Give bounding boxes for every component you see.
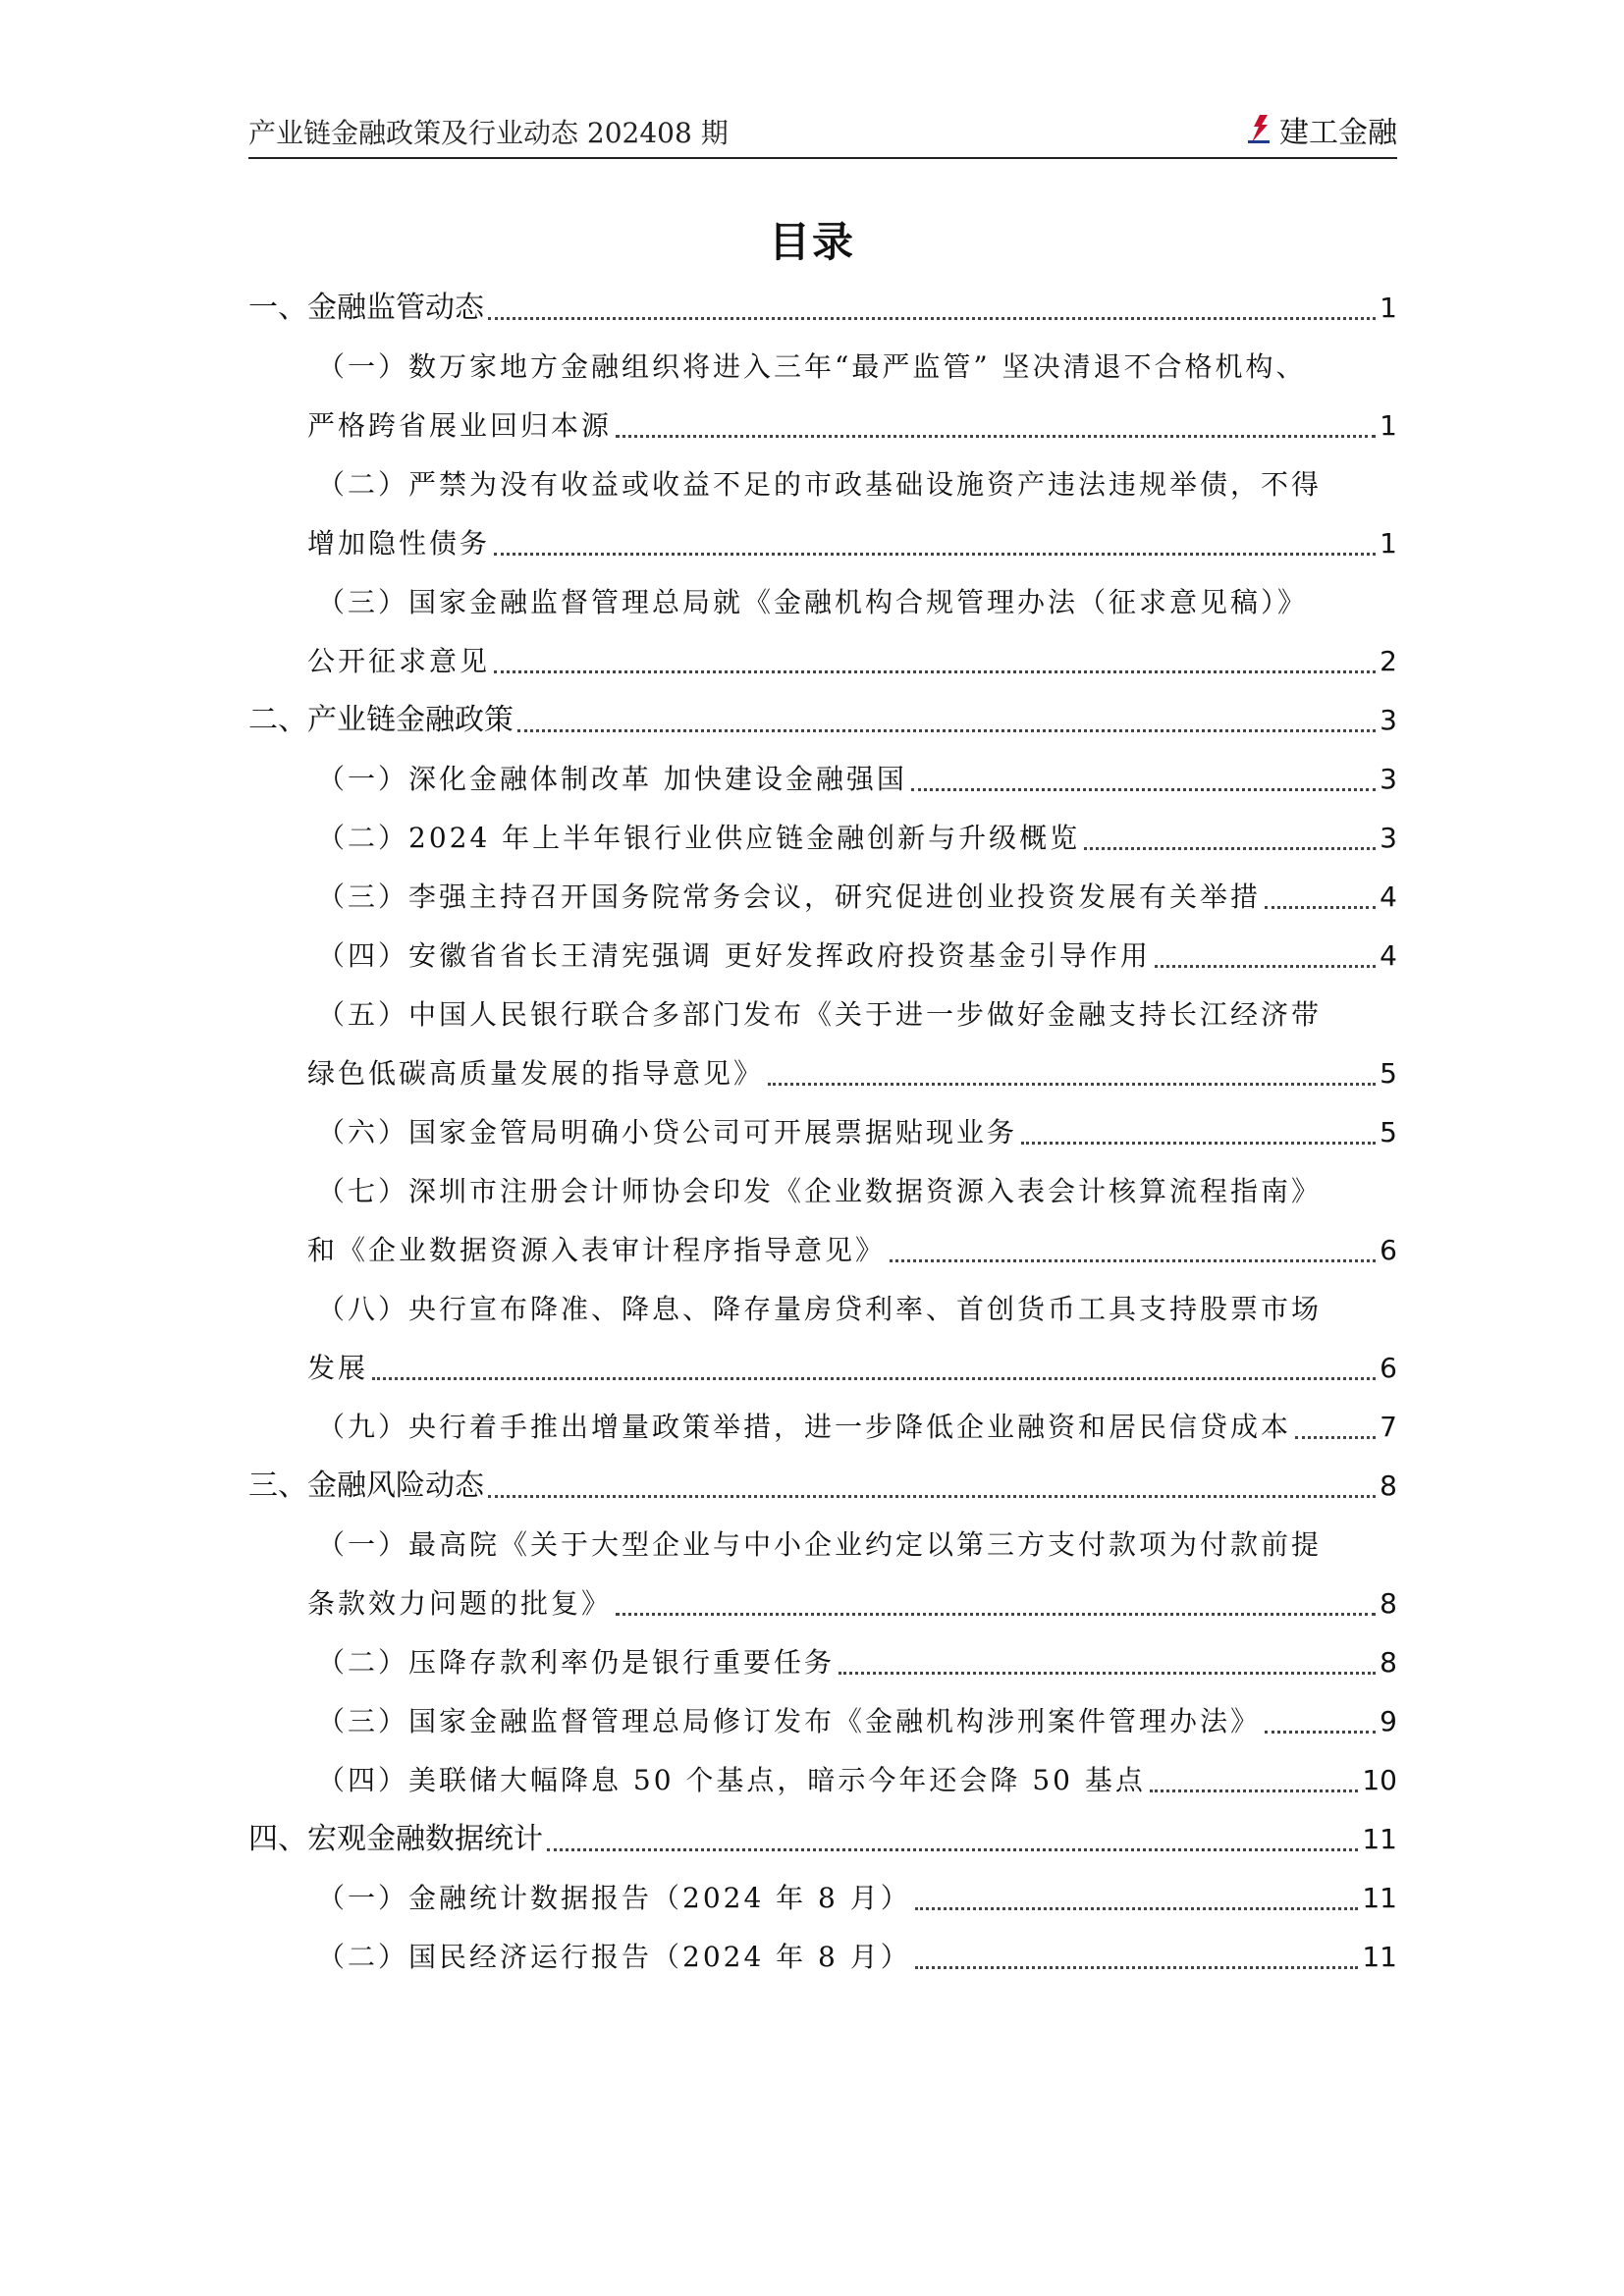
toc-page-number: 8: [1380, 1646, 1397, 1679]
toc-item-2-4[interactable]: [317, 934, 1397, 978]
toc-item-2-7[interactable]: [317, 1170, 1397, 1213]
dot-leader: [494, 670, 1376, 673]
dot-leader: [1295, 1436, 1376, 1439]
toc-item-text: （一）数万家地方金融组织将进入三年“最严监管” 坚决清退不合格机构、: [317, 350, 1307, 383]
toc-page-number: 1: [1380, 527, 1397, 560]
toc-item-text: （九）央行着手推出增量政策举措，进一步降低企业融资和居民信贷成本: [317, 1411, 1292, 1443]
toc-page-number: 6: [1380, 1352, 1397, 1384]
dot-leader: [488, 1495, 1376, 1498]
toc-item-3-2[interactable]: [317, 1641, 1397, 1684]
dot-leader: [890, 1259, 1376, 1262]
toc-page-number: 11: [1362, 1823, 1397, 1855]
toc-item-text: 条款效力问题的批复》: [307, 1587, 613, 1620]
toc-item-text: （二）国民经济运行报告（2024 年 8 月）: [317, 1941, 911, 1973]
dot-leader: [547, 1848, 1358, 1851]
toc-item-1-2-cont[interactable]: [307, 522, 1397, 565]
toc-item-3-1[interactable]: [317, 1523, 1397, 1567]
toc-item-3-3[interactable]: [317, 1700, 1397, 1743]
toc-item-text: （七）深圳市注册会计师协会印发《企业数据资源入表会计核算流程指南》: [317, 1175, 1323, 1207]
toc-item-text: （四）安徽省省长王清宪强调 更好发挥政府投资基金引导作用: [317, 939, 1151, 972]
toc-item-text: 严格跨省展业回归本源: [307, 409, 613, 442]
toc-item-4-1[interactable]: [317, 1877, 1397, 1920]
dot-leader: [911, 788, 1376, 791]
toc-page-number: 9: [1380, 1705, 1397, 1737]
toc-page-number: 2: [1380, 645, 1397, 677]
brand-name: 建工金融: [1279, 116, 1397, 150]
toc-page-number: 6: [1380, 1234, 1397, 1266]
toc-section-3[interactable]: [248, 1465, 1397, 1508]
toc-page-number: 3: [1380, 704, 1397, 736]
dot-leader: [915, 1966, 1359, 1969]
toc-item-1-2[interactable]: [317, 463, 1397, 507]
toc-item-2-2[interactable]: [317, 817, 1397, 860]
toc-item-text: 发展: [307, 1352, 369, 1384]
toc-title: 目录: [768, 218, 855, 266]
brand-logo-icon: [1246, 113, 1275, 146]
toc-section-4[interactable]: [248, 1818, 1397, 1861]
toc-page-number: 4: [1380, 939, 1397, 972]
dot-leader: [494, 553, 1376, 556]
toc-item-text: （二）严禁为没有收益或收益不足的市政基础设施资产违法违规举债，不得: [317, 468, 1323, 501]
dot-leader: [768, 1083, 1376, 1086]
toc-item-2-1[interactable]: [317, 758, 1397, 801]
header-brand: [1246, 108, 1397, 151]
dot-leader: [1265, 906, 1376, 909]
toc-item-text: （一）最高院《关于大型企业与中小企业约定以第三方支付款项为付款前提: [317, 1528, 1323, 1561]
dot-leader: [616, 1613, 1376, 1616]
toc-item-text: （六）国家金管局明确小贷公司可开展票据贴现业务: [317, 1116, 1018, 1148]
toc-item-1-3-cont[interactable]: [307, 640, 1397, 683]
toc-item-text: 增加隐性债务: [307, 527, 491, 560]
header-title: 产业链金融政策及行业动态 202408 期: [248, 117, 729, 149]
toc-section-label: 四、宏观金融数据统计: [248, 1822, 543, 1856]
dot-leader: [1150, 1789, 1358, 1792]
dot-leader: [915, 1907, 1359, 1910]
dot-leader: [616, 435, 1376, 438]
toc-page-number: 1: [1380, 409, 1397, 442]
dot-leader: [372, 1377, 1376, 1380]
toc-item-2-5-cont[interactable]: [307, 1052, 1397, 1095]
toc-section-label: 二、产业链金融政策: [248, 703, 514, 737]
dot-leader: [1084, 847, 1376, 850]
toc-page-number: 5: [1380, 1057, 1397, 1090]
toc-page-number: 3: [1380, 822, 1397, 854]
toc-item-2-9[interactable]: [317, 1406, 1397, 1449]
toc-item-2-7-cont[interactable]: [307, 1229, 1397, 1272]
toc-section-1[interactable]: [248, 287, 1397, 330]
toc-page-number: 1: [1380, 292, 1397, 324]
toc-item-1-1[interactable]: [317, 346, 1397, 389]
toc-item-text: （一）深化金融体制改革 加快建设金融强国: [317, 763, 907, 795]
toc-item-2-5[interactable]: [317, 993, 1397, 1037]
toc-section-2[interactable]: [248, 699, 1397, 742]
toc-item-text: （八）央行宣布降准、降息、降存量房贷利率、首创货币工具支持股票市场: [317, 1293, 1323, 1325]
toc-item-text: 和《企业数据资源入表审计程序指导意见》: [307, 1234, 887, 1266]
toc-item-text: （三）李强主持召开国务院常务会议，研究促进创业投资发展有关举措: [317, 881, 1262, 913]
toc-section-label: 一、金融监管动态: [248, 291, 484, 325]
toc-item-text: （三）国家金融监督管理总局修订发布《金融机构涉刑案件管理办法》: [317, 1705, 1262, 1737]
toc-item-3-1-cont[interactable]: [307, 1582, 1397, 1626]
toc-item-3-4[interactable]: [317, 1759, 1397, 1802]
toc-page-number: 10: [1362, 1764, 1397, 1796]
toc-item-text: （二）压降存款利率仍是银行重要任务: [317, 1646, 836, 1679]
toc-item-4-2[interactable]: [317, 1936, 1397, 1979]
dot-leader: [488, 317, 1376, 320]
toc-item-2-8-cont[interactable]: [307, 1347, 1397, 1390]
toc-item-text: （四）美联储大幅降息 50 个基点，暗示今年还会降 50 基点: [317, 1764, 1146, 1796]
toc-page-number: 8: [1380, 1469, 1397, 1502]
toc-page-number: 7: [1380, 1411, 1397, 1443]
toc-item-text: 公开征求意见: [307, 645, 491, 677]
toc-item-2-8[interactable]: [317, 1288, 1397, 1331]
dot-leader: [1155, 965, 1376, 968]
toc-item-2-3[interactable]: [317, 876, 1397, 919]
dot-leader: [517, 729, 1376, 732]
toc-section-label: 三、金融风险动态: [248, 1468, 484, 1503]
toc-item-1-1-cont[interactable]: [307, 404, 1397, 448]
toc-page-number: 4: [1380, 881, 1397, 913]
toc-item-text: （一）金融统计数据报告（2024 年 8 月）: [317, 1882, 911, 1914]
toc-item-text: （二）2024 年上半年银行业供应链金融创新与升级概览: [317, 822, 1081, 854]
toc-page-number: 5: [1380, 1116, 1397, 1148]
dot-leader: [1265, 1731, 1376, 1734]
toc-page-number: 11: [1362, 1941, 1397, 1973]
toc-item-2-6[interactable]: [317, 1111, 1397, 1154]
dot-leader: [1021, 1142, 1376, 1145]
page-header: [248, 116, 1397, 159]
toc-item-1-3[interactable]: [317, 581, 1397, 624]
toc-item-text: （三）国家金融监督管理总局就《金融机构合规管理办法（征求意见稿）》: [317, 586, 1309, 618]
toc-item-text: 绿色低碳高质量发展的指导意见》: [307, 1057, 765, 1090]
toc-page-number: 3: [1380, 763, 1397, 795]
toc-page-number: 11: [1362, 1882, 1397, 1914]
dot-leader: [839, 1672, 1376, 1675]
toc-page-number: 8: [1380, 1587, 1397, 1620]
toc-item-text: （五）中国人民银行联合多部门发布《关于进一步做好金融支持长江经济带: [317, 998, 1323, 1031]
